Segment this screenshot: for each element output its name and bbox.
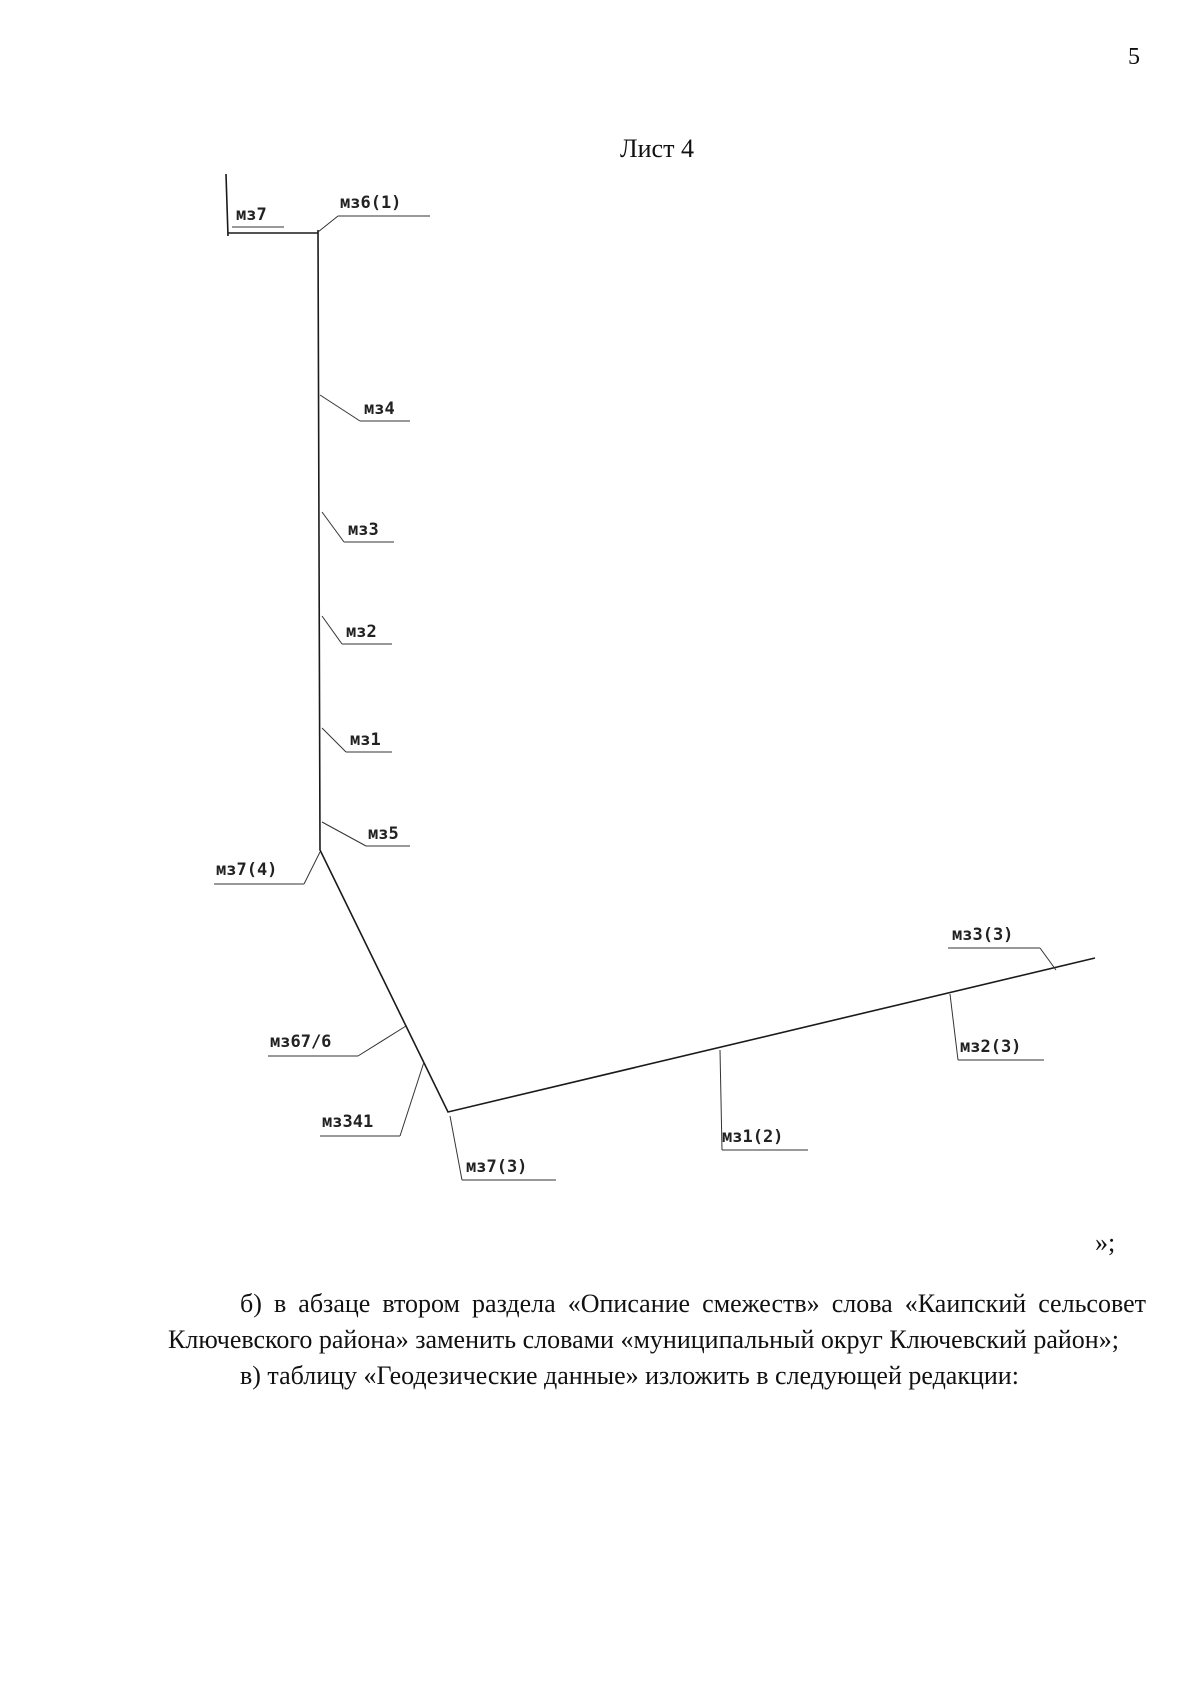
label-mz3-3: мз3(3) bbox=[952, 925, 1014, 945]
label-mz2: мз2 bbox=[346, 622, 377, 642]
leader-line bbox=[450, 1116, 462, 1180]
label-mz341: мз341 bbox=[322, 1112, 374, 1132]
label-mz7-3: мз7(3) bbox=[466, 1157, 528, 1177]
boundary-line bbox=[318, 230, 1095, 1112]
leader-line bbox=[322, 728, 346, 752]
paragraph: в) таблицу «Геодезические данные» изложить в следующей редакции: bbox=[240, 1361, 1019, 1390]
paragraph: б) в абзаце втором раздела «Описание смежеств» слова «Каипский сельсовет Ключевского района» заменить словами «муниципальный округ Ключевский район»; bbox=[168, 1289, 1146, 1354]
closing-quote: »; bbox=[1095, 1228, 1116, 1257]
sheet-title: Лист 4 bbox=[620, 134, 694, 163]
leader-line bbox=[304, 852, 320, 884]
label-mz67-6: мз67/6 bbox=[270, 1032, 332, 1052]
label-mz6-1: мз6(1) bbox=[340, 193, 402, 213]
label-mz5: мз5 bbox=[368, 824, 399, 844]
text-block bbox=[168, 1286, 1146, 1394]
page-number: 5 bbox=[1128, 44, 1140, 70]
label-mz1: мз1 bbox=[350, 730, 381, 750]
leader-line bbox=[1040, 948, 1056, 970]
leader-line bbox=[322, 822, 366, 846]
leader-line bbox=[950, 994, 958, 1060]
label-mz1-2: мз1(2) bbox=[722, 1127, 784, 1147]
leader-line bbox=[400, 1062, 424, 1136]
leader-line bbox=[358, 1026, 406, 1056]
leader-line bbox=[322, 616, 342, 644]
leader-line bbox=[320, 395, 360, 421]
label-mz2-3: мз2(3) bbox=[960, 1037, 1022, 1057]
leader-line bbox=[318, 216, 338, 232]
label-mz7-4: мз7(4) bbox=[216, 860, 278, 880]
label-mz7: мз7 bbox=[236, 205, 267, 225]
boundary-stub bbox=[226, 174, 228, 236]
label-mz3: мз3 bbox=[348, 520, 379, 540]
label-mz4: мз4 bbox=[364, 399, 395, 419]
leader-line bbox=[322, 512, 344, 542]
